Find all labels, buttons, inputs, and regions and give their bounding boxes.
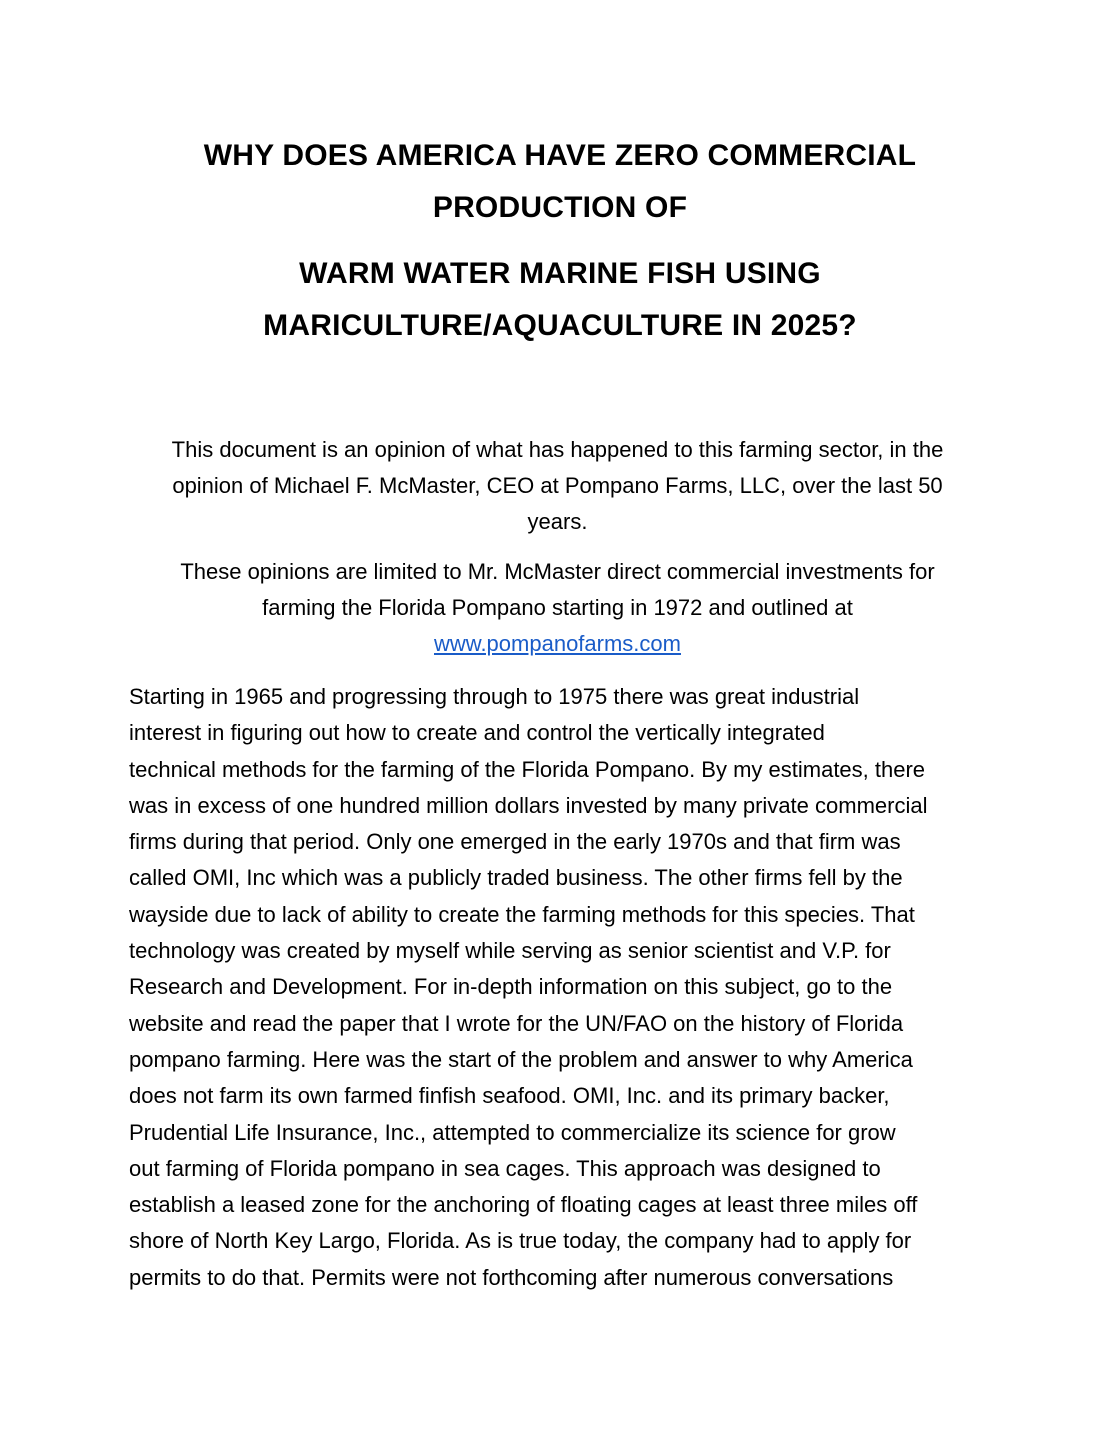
title-line-4: MARICULTURE/AQUACULTURE IN 2025? xyxy=(263,309,857,342)
body-line: out farming of Florida pompano in sea cages. This approach was designed to xyxy=(129,1155,881,1181)
body-line: Research and Development. For in-depth information on this subject, go to the xyxy=(129,974,893,1000)
body-line: technical methods for the farming of the Florida Pompano. By my estimates, there xyxy=(129,756,926,782)
title-line-1: WHY DOES AMERICA HAVE ZERO COMMERCIAL xyxy=(203,139,917,172)
body-line: establish a leased zone for the anchoring of floating cages at least three miles off xyxy=(129,1192,918,1218)
title-line-2: PRODUCTION OF xyxy=(432,191,688,224)
intro-paragraph-scope xyxy=(130,554,985,662)
title-line-3: WARM WATER MARINE FISH USING xyxy=(299,257,821,290)
body-line: pompano farming. Here was the start of the problem and answer to why America xyxy=(129,1046,913,1072)
title-spacer xyxy=(130,234,990,248)
intro-line: opinion of Michael F. McMaster, CEO at Pompano Farms, LLC, over the last 50 xyxy=(172,473,943,498)
body-line: shore of North Key Largo, Florida. As is true today, the company had to apply for xyxy=(129,1228,912,1254)
intro-line: These opinions are limited to Mr. McMaster direct commercial investments for xyxy=(180,559,935,584)
body-paragraph xyxy=(129,679,999,1296)
body-line: Prudential Life Insurance, Inc., attempted to commercialize its science for grow xyxy=(129,1119,896,1145)
intro-line: years. xyxy=(527,509,588,534)
body-line: called OMI, Inc which was a publicly traded business. The other firms fell by the xyxy=(129,865,903,891)
intro-paragraph-opinion xyxy=(130,432,985,540)
intro-line: farming the Florida Pompano starting in 1972 and outlined at xyxy=(262,595,853,620)
document-title xyxy=(130,130,990,352)
body-line: Starting in 1965 and progressing through to 1975 there was great industrial xyxy=(129,684,860,709)
pompanofarms-link[interactable]: www.pompanofarms.com xyxy=(434,631,681,656)
body-line: permits to do that. Permits were not forthcoming after numerous conversations xyxy=(129,1264,894,1290)
body-line: website and read the paper that I wrote for the UN/FAO on the history of Florida xyxy=(129,1010,904,1036)
intro-section xyxy=(130,432,985,662)
body-line: wayside due to lack of ability to create the farming methods for this species. That xyxy=(129,901,915,927)
body-line: firms during that period. Only one emerged in the early 1970s and that firm was xyxy=(129,829,901,855)
body-line: technology was created by myself while serving as senior scientist and V.P. for xyxy=(129,938,891,964)
body-line: was in excess of one hundred million dollars invested by many private commercial xyxy=(129,792,928,818)
intro-line: This document is an opinion of what has happened to this farming sector, in the xyxy=(171,437,944,462)
body-line: interest in figuring out how to create and control the vertically integrated xyxy=(129,720,825,746)
body-line: does not farm its own farmed finfish seafood. OMI, Inc. and its primary backer, xyxy=(129,1083,890,1109)
